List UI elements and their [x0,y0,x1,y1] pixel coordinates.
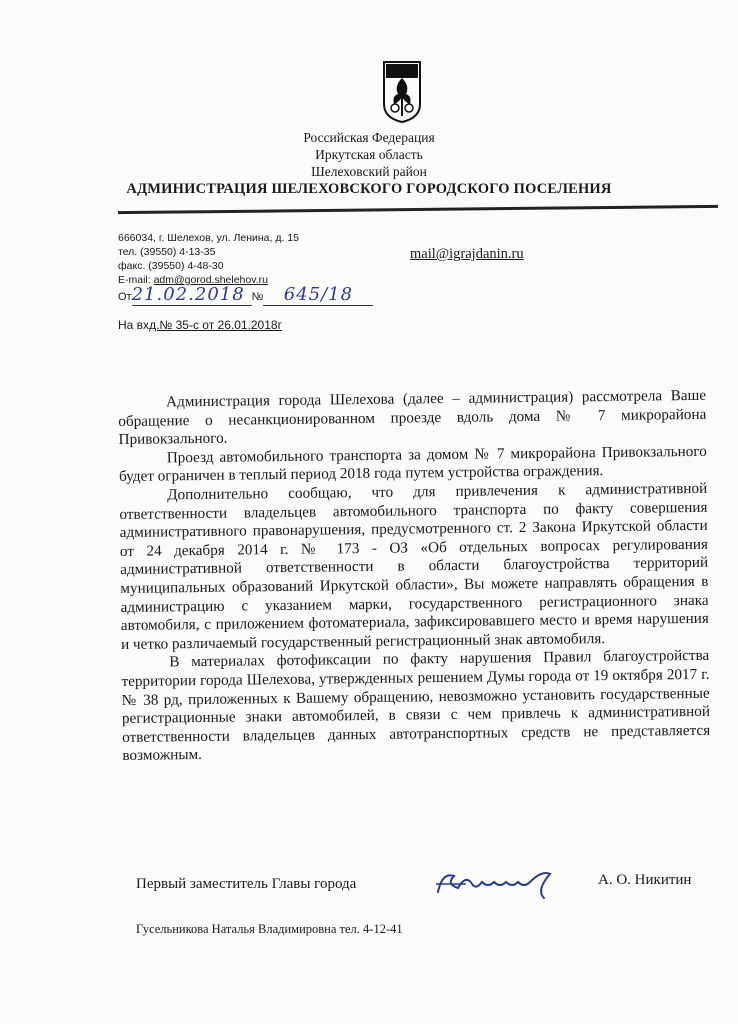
address-phone: тел. (39550) 4-13-35 [118,246,216,258]
outgoing-number: 645/18 [283,284,354,305]
executor-contact: Гусельникова Наталья Владимировна тел. 4-12-41 [136,922,403,936]
header-title: АДМИНИСТРАЦИЯ ШЕЛЕХОВСКОГО ГОРОДСКОГО ПОСЕЛЕНИЯ [126,181,612,197]
header-district: Шелеховский район [311,164,427,179]
header-divider [118,205,718,214]
outgoing-reference [118,284,373,306]
body-paragraph: Дополнительно сообщаю, что для привлечения к административной ответственности владельцев автомобильного транспорта по факту совершения административного правонарушения, предусмотренного ст. 2 Закона Иркутской области от 24 декабря 2014 г. № 173 - ОЗ «Об отдельных вопросах регулирования административной ответственности в области благоустройства территорий муниципальных образований Иркутской области», Вы можете направлять обращения в администрацию с указанием марки, государственного регистрационного знака автомобиля, с приложением фотоматериала, зафиксировавшего место и время нарушения и четко различаемый государственный регистрационный знак автомобиля. [119,479,709,653]
body-paragraph: В материалах фотофиксации по факту нарушения Правил благоустройства территории города Шелехова, утвержденных решением Думы города от 19 октября 2017 г. № 38 рд, приложенных к Вашему обращению, невозможно установить государственные регистрационные знаки автомобилей, в связи с чем привлечь к административной ответственности владельцев данных автотранспортных средств не представляется возможным. [121,647,711,765]
letter-body [118,387,710,766]
coat-of-arms-icon [382,60,422,124]
email-label: E-mail: [118,274,154,286]
incoming-value: д.№ 35-с от 26.01.2018г [149,318,282,332]
handwritten-signature [432,862,572,902]
incoming-label: На вх [118,318,150,332]
body-paragraph: Администрация города Шелехова (далее – администрация) рассмотрела Ваше обращение о несанкционированном проезде вдоль дома № 7 микрорайона Привокзального. [118,386,707,449]
email-link[interactable]: adm@gorod.shelehov.ru [153,274,268,286]
address-line: 666034, г. Шелехов, ул. Ленина, д. 15 [118,232,299,244]
signer-position: Первый заместитель Главы города [136,876,357,892]
address-fax: факс. (39550) 4-48-30 [118,260,224,272]
from-label: От [118,291,132,303]
signer-name: А. О. Никитин [598,872,692,888]
recipient-email[interactable]: mail@igrajdanin.ru [410,246,524,262]
number-label: № [251,291,264,303]
body-paragraph: Проезд автомобильного транспорта за домом № 7 микрорайона Привокзального будет ограничен в теплый период 2018 года путем устройства ограждения. [118,442,707,486]
incoming-reference [118,318,282,332]
outgoing-date: 21.02.2018 [131,284,245,305]
header-country: Российская Федерация [303,130,435,145]
header-region: Иркутская область [315,147,423,162]
